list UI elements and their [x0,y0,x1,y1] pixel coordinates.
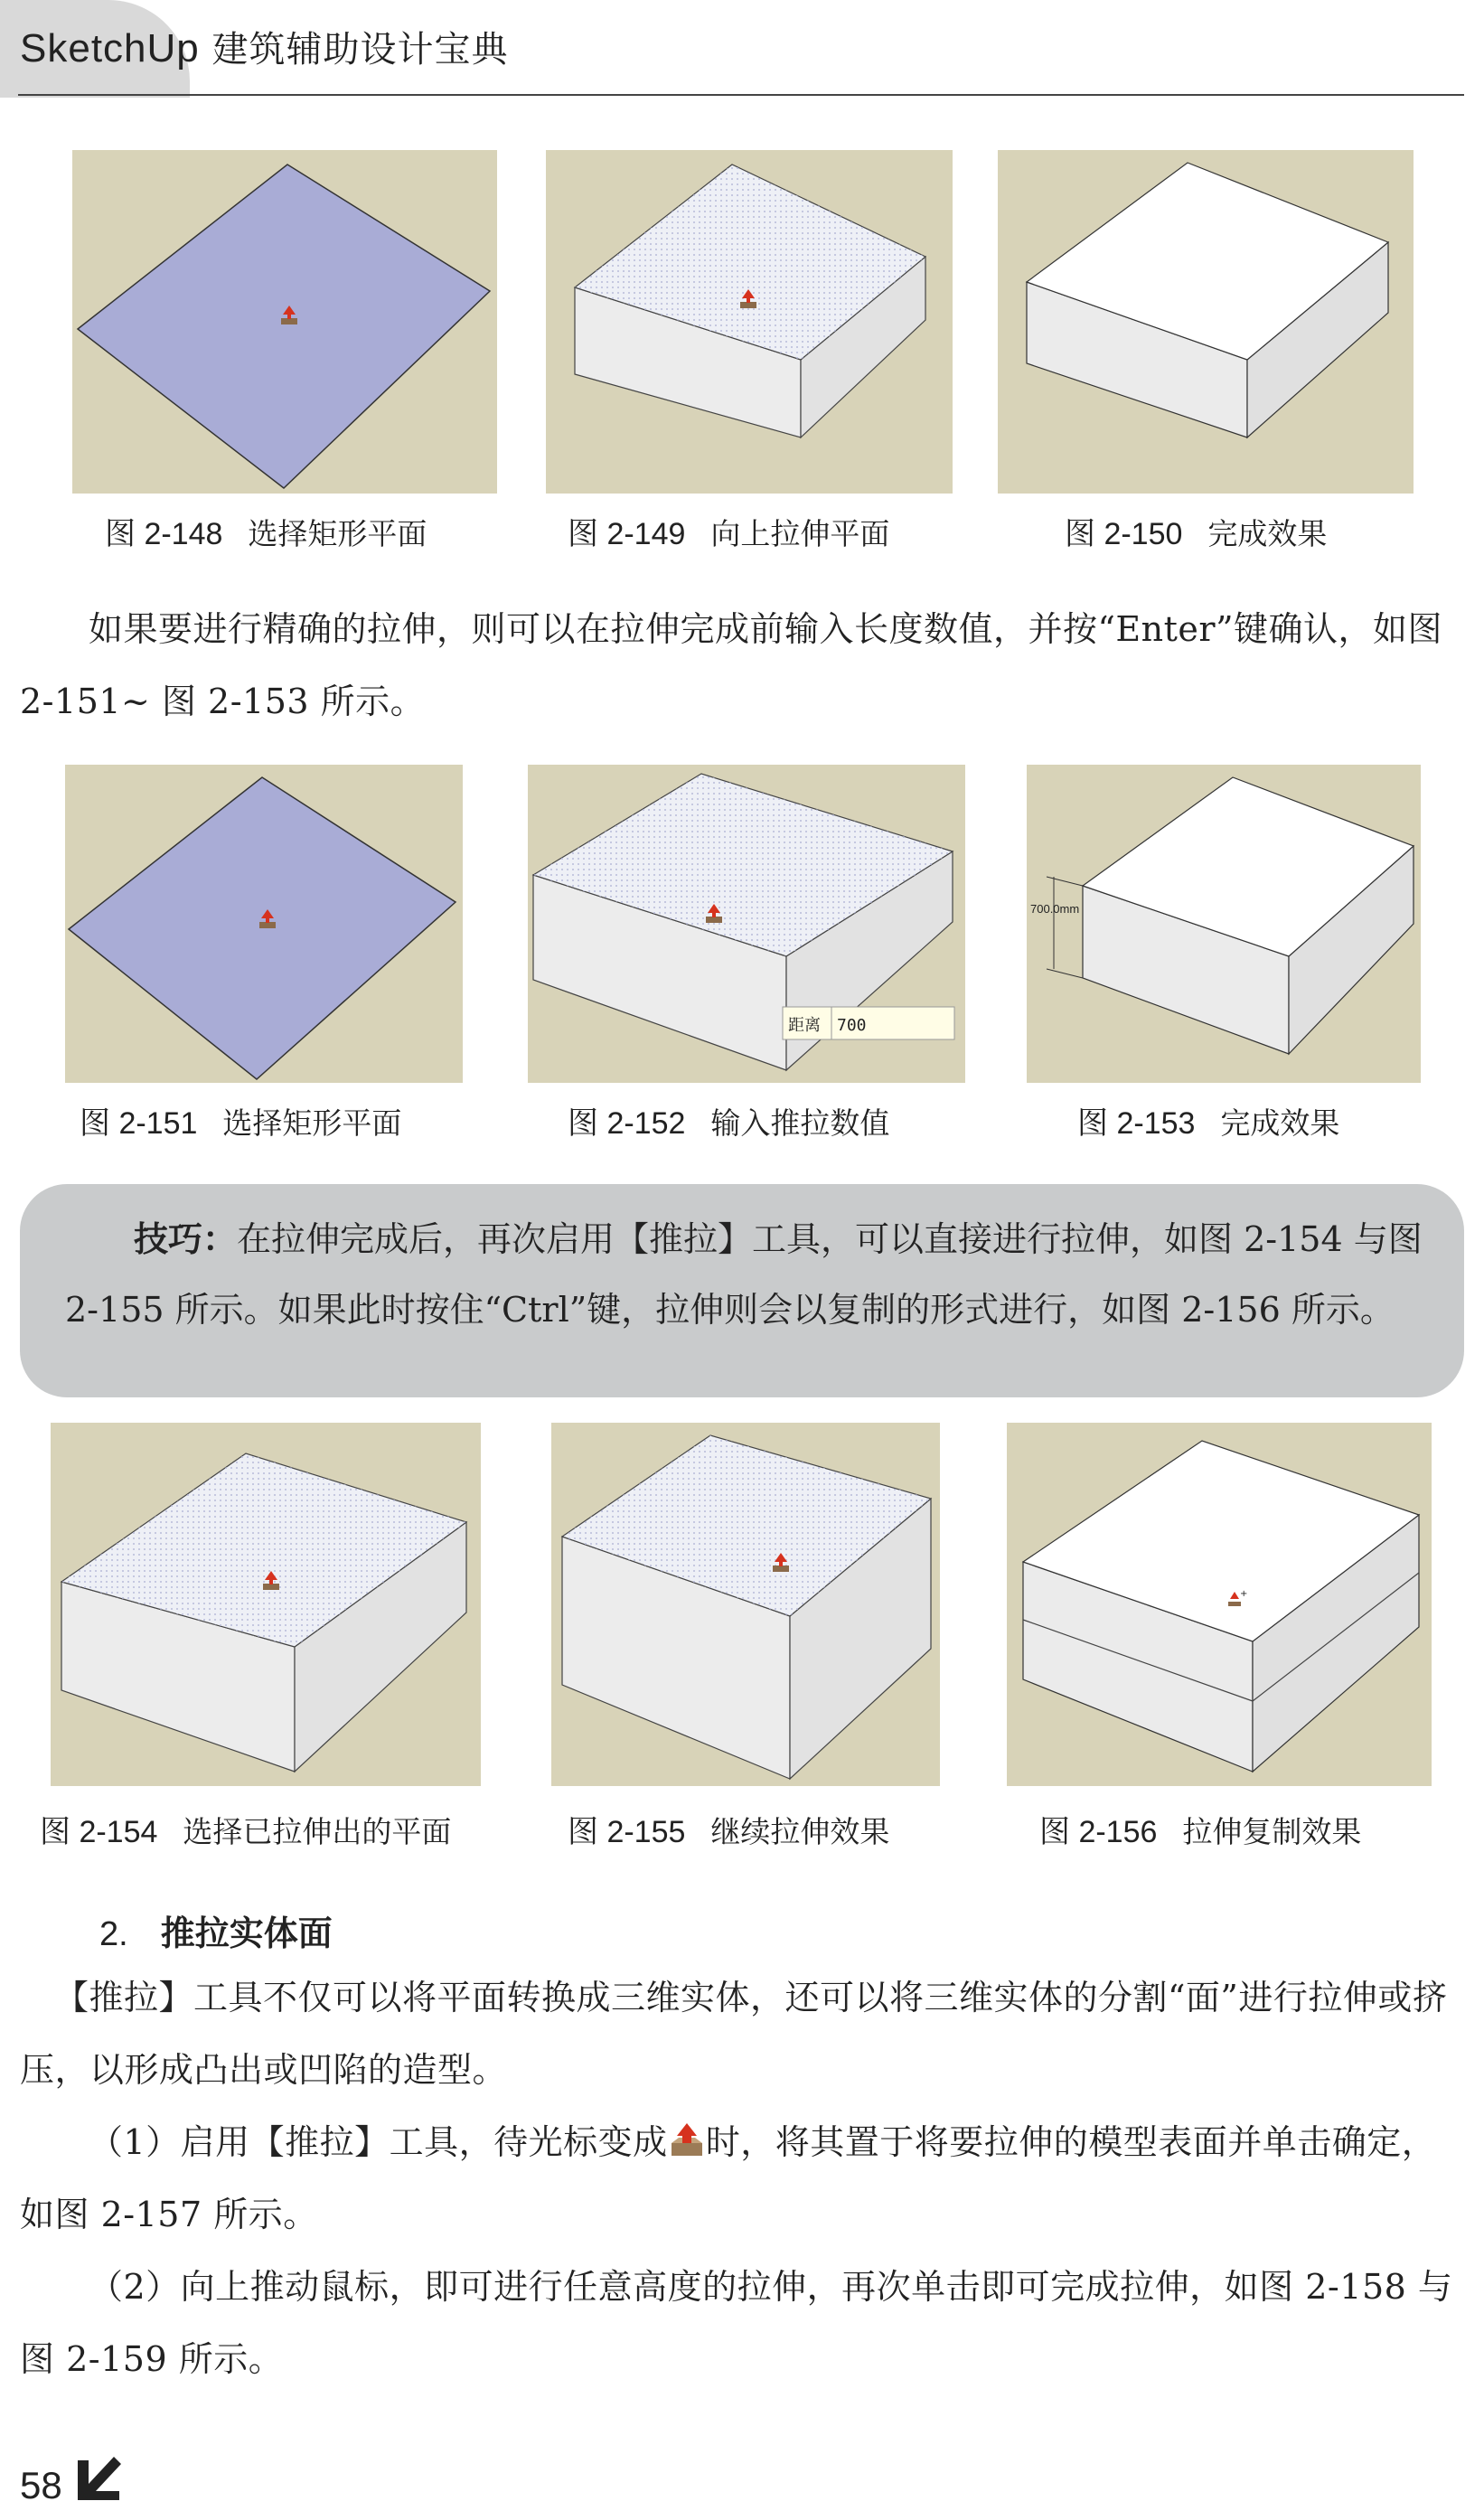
page-number: 58 [20,2464,62,2506]
figure-2-149 [546,150,953,494]
tip-body: 在拉伸完成后，再次启用【推拉】工具，可以直接进行拉伸，如图 2-154 与图 2-155 所示。如果此时按住“Ctrl”键，拉伸则会以复制的形式进行，如图 2-156 所示。 [65,1219,1423,1330]
tip-label: 技巧： [134,1219,238,1259]
caption-2-150: 图 2-150 完成效果 [1065,516,1328,551]
section-heading: 2. 推拉实体面 [99,1914,333,1953]
caption-2-148: 图 2-148 选择矩形平面 [105,516,427,551]
body-paragraph-1: 如果要进行精确的拉伸，则可以在拉伸完成前输入长度数值，并按“Enter”键确认，如图 2-151~ 图 2-153 所示。 [20,609,1442,721]
figure-2-154 [51,1423,481,1786]
push-pull-cursor-icon [668,2121,706,2159]
caption-2-156: 图 2-156 拉伸复制效果 [1039,1814,1362,1849]
header-title-latin: SketchUp [20,26,200,71]
vcb-value: 700 [837,1016,867,1035]
tip-box [20,1184,1464,1397]
page-arrow-icon [70,2448,127,2504]
caption-2-153: 图 2-153 完成效果 [1077,1105,1340,1141]
vcb-label: 距离 [788,1016,821,1035]
caption-2-155: 图 2-155 继续拉伸效果 [568,1814,890,1849]
tip-text [65,1204,1439,1345]
figure-2-151 [65,765,463,1083]
svg-text:+: + [1240,1589,1248,1599]
figure-2-155 [551,1423,940,1786]
caption-2-152: 图 2-152 输入推拉数值 [568,1105,890,1141]
figure-2-153 [1027,765,1421,1083]
running-header [20,26,509,71]
figure-2-156 [1007,1423,1432,1786]
header-title-cn: 建筑辅助设计宝典 [199,29,509,71]
figure-2-150 [998,150,1414,494]
body-paragraph-2: 【推拉】工具不仅可以将平面转换成三维实体，还可以将三维实体的分割“面”进行拉伸或挤压，以形成凸出或凹陷的造型。 [20,1978,1448,2090]
header-rule [18,94,1464,96]
caption-2-149: 图 2-149 向上拉伸平面 [568,516,890,551]
body-paragraph-3: （1）启用【推拉】工具，待光标变成 时，将其置于将要拉伸的模型表面并单击确定，如图 2-157 所示。 [20,2122,1437,2234]
figure-2-148 [72,150,497,494]
caption-2-151: 图 2-151 选择矩形平面 [80,1105,402,1141]
body-paragraph-4: （2）向上推动鼠标，即可进行任意高度的拉伸，再次单击即可完成拉伸，如图 2-158 与图 2-159 所示。 [20,2267,1453,2379]
caption-2-154: 图 2-154 选择已拉伸出的平面 [40,1814,452,1849]
figure-2-152 [528,765,965,1083]
dimension-label: 700.0mm [1030,902,1080,916]
